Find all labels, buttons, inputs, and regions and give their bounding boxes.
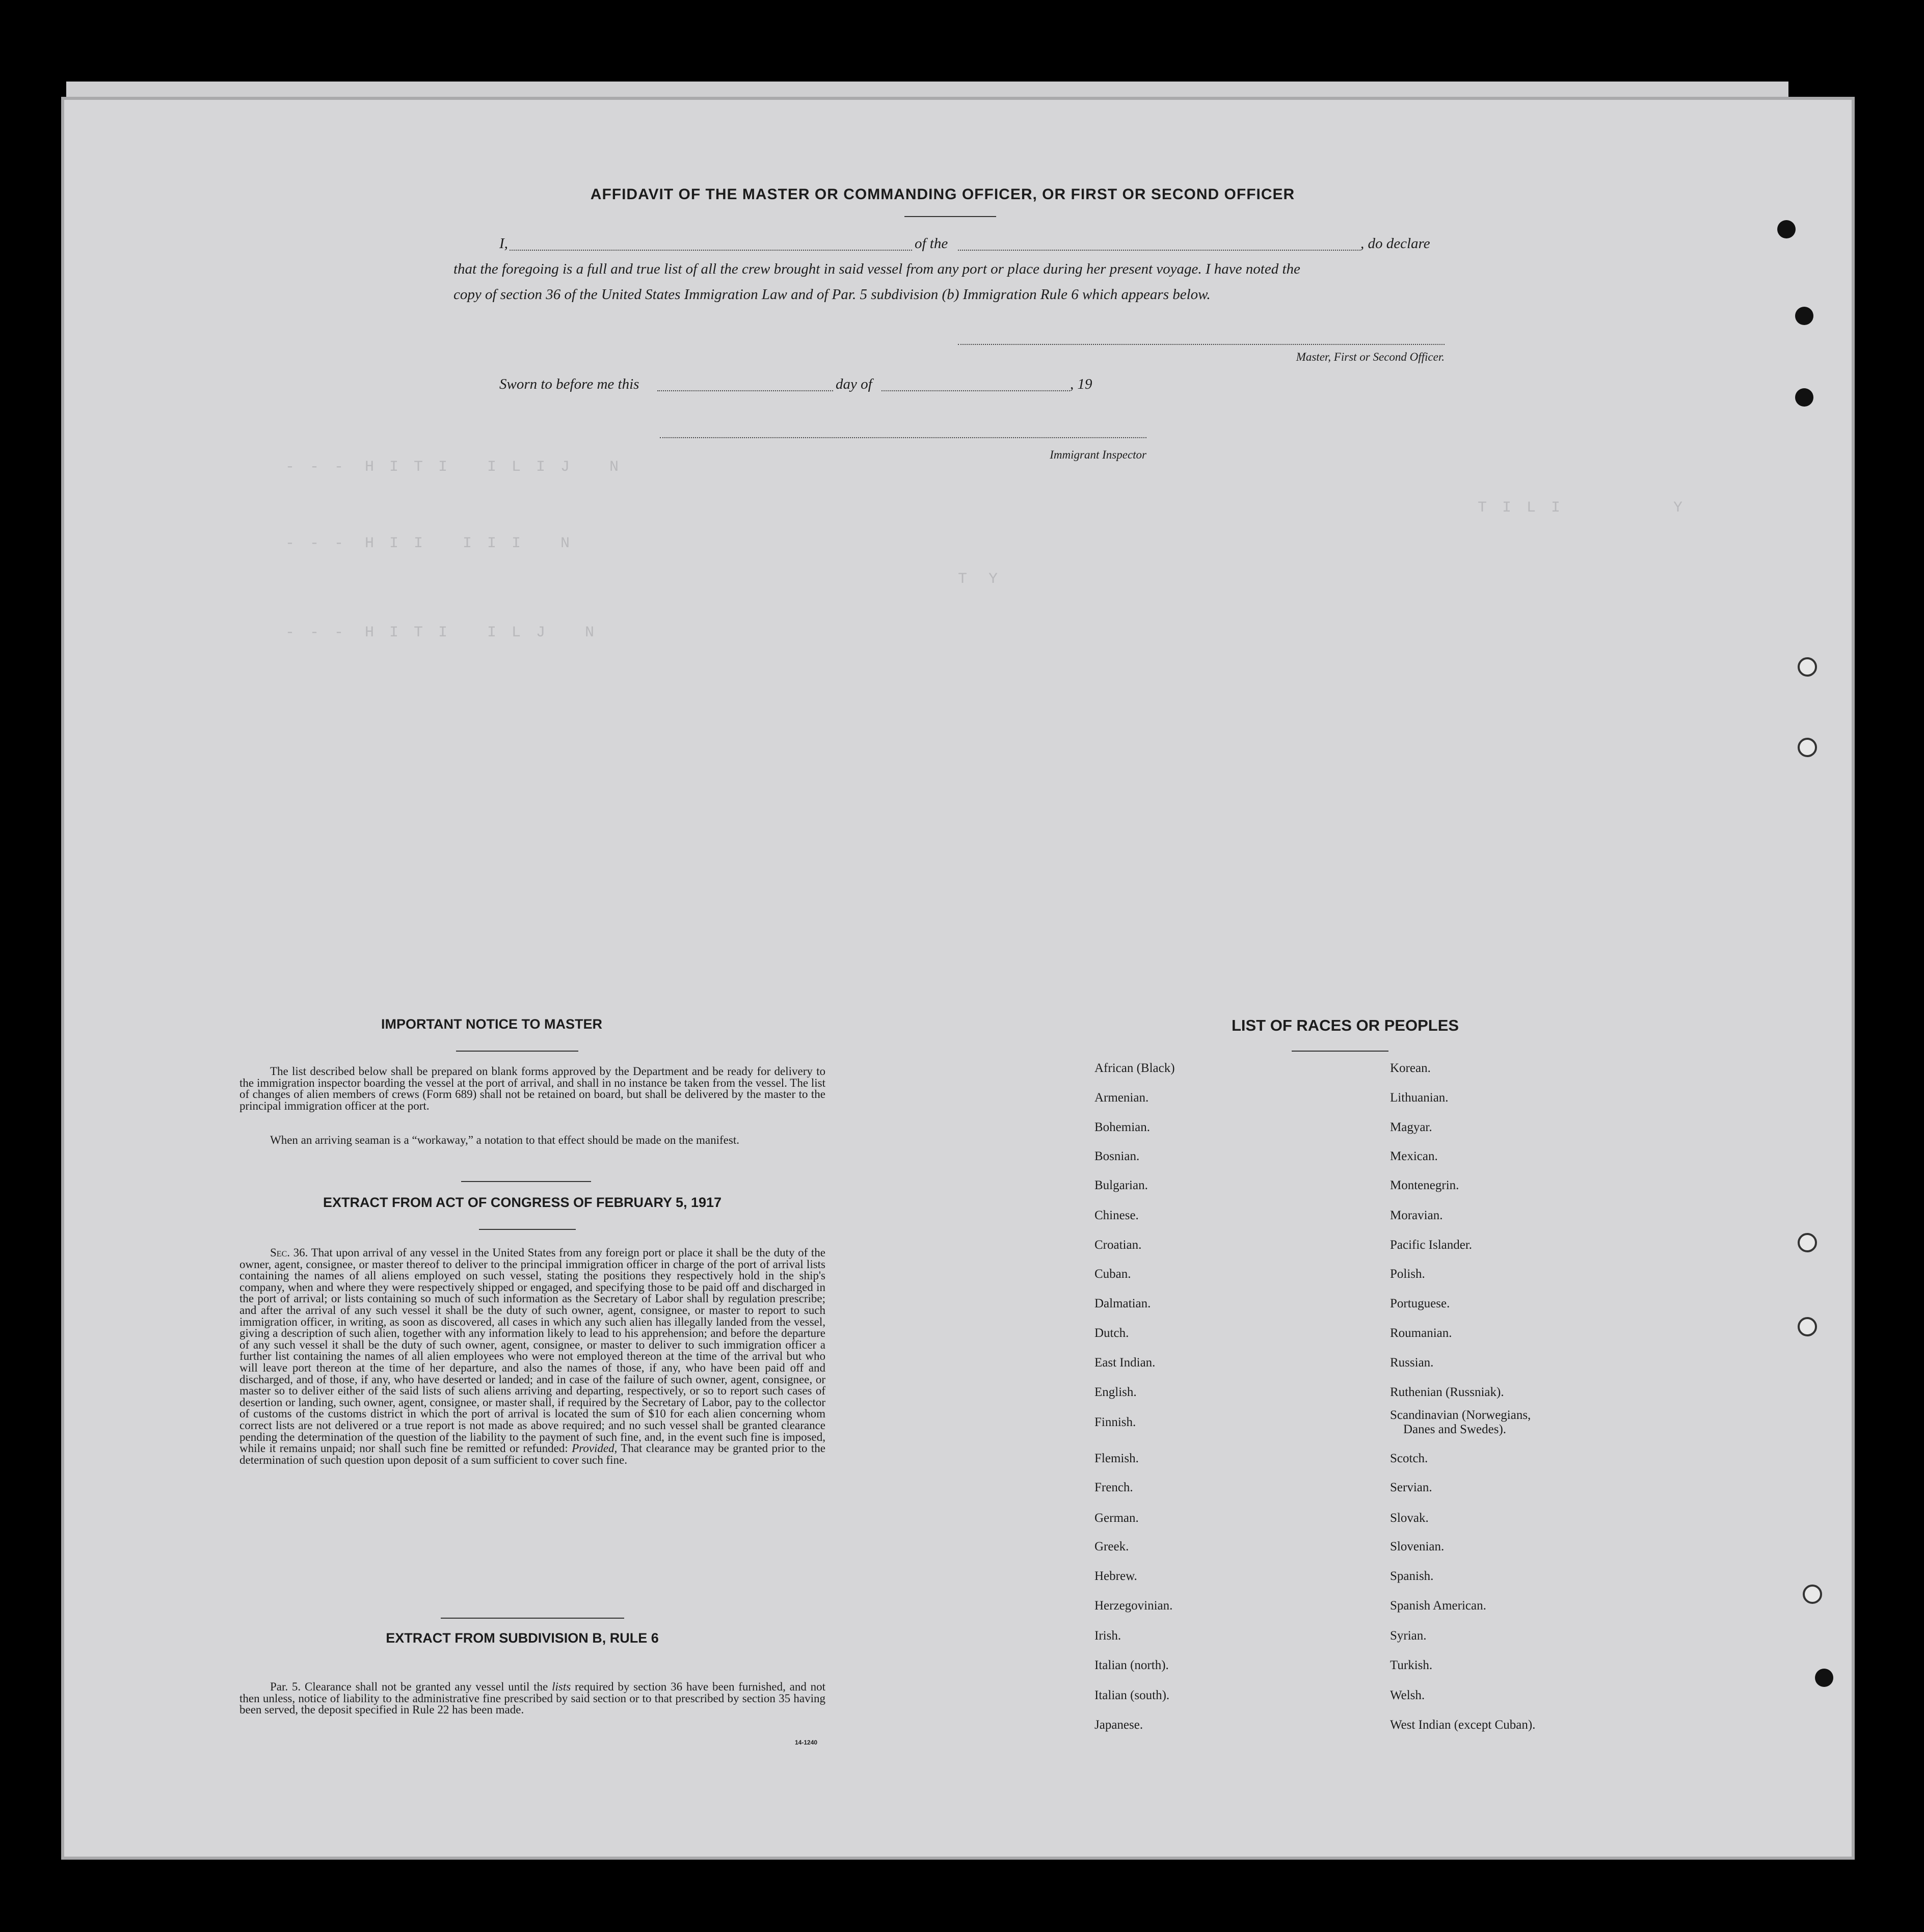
sworn-day-field[interactable] — [657, 390, 833, 391]
race-item: Ruthenian (Russniak). — [1390, 1385, 1504, 1399]
race-item: Russian. — [1390, 1356, 1434, 1370]
race-item: Mexican. — [1390, 1149, 1438, 1163]
bleed-through: - - - H I T I I L I J N — [285, 459, 622, 476]
race-item: Flemish. — [1094, 1452, 1139, 1465]
document-page — [61, 97, 1855, 1860]
race-item: Italian (south). — [1094, 1688, 1170, 1702]
race-item: English. — [1094, 1385, 1137, 1399]
race-item: Dalmatian. — [1094, 1297, 1151, 1310]
notice-paragraph-2: When an arriving seaman is a “workaway,” a notation to that effect should be made on the manifest. — [270, 1134, 739, 1146]
race-item: Bosnian. — [1094, 1149, 1140, 1163]
race-item: Polish. — [1390, 1267, 1425, 1281]
race-item: Dutch. — [1094, 1326, 1129, 1340]
affidavit-title: AFFIDAVIT OF THE MASTER OR COMMANDING OFFICER, OR FIRST OR SECOND OFFICER — [590, 186, 1295, 203]
race-item: Montenegrin. — [1390, 1178, 1459, 1192]
race-item: Lithuanian. — [1390, 1091, 1449, 1105]
races-title: LIST OF RACES OR PEOPLES — [1231, 1016, 1459, 1034]
affidavit-text-line3: copy of section 36 of the United States Immigration Law and of Par. 5 subdivision (b) Immigration Rule 6 which appears below. — [453, 286, 1211, 303]
title-divider — [904, 216, 996, 217]
officer-signature-field[interactable] — [958, 344, 1445, 345]
bleed-through: T Y — [958, 571, 1001, 588]
section-divider — [441, 1618, 624, 1619]
binder-hole — [1803, 1585, 1822, 1604]
race-item: Finnish. — [1094, 1415, 1136, 1429]
race-item: Turkish. — [1390, 1658, 1433, 1672]
race-item: Irish. — [1094, 1629, 1121, 1643]
race-item: Magyar. — [1390, 1120, 1432, 1134]
races-divider — [1292, 1051, 1388, 1052]
sworn-text: Sworn to before me this — [499, 376, 639, 392]
year-text: , 19 — [1070, 376, 1092, 392]
vessel-name-field[interactable] — [958, 250, 1360, 251]
race-item: Scotch. — [1390, 1452, 1428, 1465]
binder-hole — [1798, 1233, 1817, 1252]
race-item: Slovenian. — [1390, 1540, 1445, 1553]
sec-label: Sec. 36. — [270, 1246, 308, 1259]
notice-paragraph-1: The list described below shall be prepared on blank forms approved by the Department and be ready for delivery to the immigration inspector boarding the vessel at the port of arrival, and shall in no instance be taken from the vessel. The list of changes of alien members of crews (Form 689) shall not be retained on board, but shall be delivered by the master to the principal immigration officer at the port. — [239, 1065, 825, 1112]
inspector-signature-field[interactable] — [660, 437, 1146, 438]
affiant-name-field[interactable] — [510, 250, 912, 251]
lists-word: lists — [552, 1680, 571, 1693]
punch-hole — [1795, 388, 1813, 407]
race-item: Welsh. — [1390, 1688, 1425, 1702]
notice-title: IMPORTANT NOTICE TO MASTER — [381, 1016, 602, 1032]
bleed-through: T I L I Y — [1478, 499, 1686, 517]
affiant-label: I, — [499, 235, 508, 252]
sec-body-end: That clearance may be granted prior to the determination of such question upon deposit of a sum sufficient to cover such fine. — [239, 1442, 825, 1466]
binder-hole — [1798, 738, 1817, 757]
race-item: African (Black) — [1094, 1061, 1175, 1075]
race-item: Scandinavian (Norwegians, — [1390, 1408, 1531, 1422]
race-item: Korean. — [1390, 1061, 1431, 1075]
rule-paragraph — [239, 1681, 825, 1716]
race-item: Syrian. — [1390, 1629, 1427, 1643]
race-item: Bulgarian. — [1094, 1178, 1148, 1192]
race-item: West Indian (except Cuban). — [1390, 1718, 1536, 1732]
race-item: Japanese. — [1094, 1718, 1143, 1732]
race-item: Moravian. — [1390, 1209, 1443, 1222]
day-of-label: day of — [836, 376, 872, 392]
rule-text-start: Par. 5. Clearance shall not be granted any vessel until the — [270, 1680, 548, 1693]
race-item: Herzegovinian. — [1094, 1599, 1173, 1613]
race-item: East Indian. — [1094, 1356, 1156, 1370]
act-divider — [479, 1229, 576, 1230]
race-item: Armenian. — [1094, 1091, 1149, 1105]
race-item: Danes and Swedes). — [1403, 1423, 1507, 1436]
race-item: Bohemian. — [1094, 1120, 1151, 1134]
race-item: Pacific Islander. — [1390, 1238, 1473, 1252]
act-section-36-text — [239, 1247, 825, 1466]
sec-body: That upon arrival of any vessel in the United States from any foreign port or place it shall be the duty of the owner, agent, consignee, or master thereof to deliver to the principal immigration officer in charge of the port of arrival lists containing the names of all aliens employed on such vessel, stating the positions they respectively hold in the ship's company, when and where they were respectively shipped or engaged, and specifying those to be paid off and discharged in the port of arrival; or lists containing so much of such information as the Secretary of Labor shall by regulation prescribe; and after the arrival of any such vessel it shall be the duty of such owner, agent, consignee, or master to report to such immigration officer, in writing, as soon as discovered, all cases in which any such alien has illegally landed from the vessel, giving a description of such alien, together with any information likely to lead to his apprehension; and before the departure of any such vessel it shall be the duty of such owner, agent, consignee, or master to deliver to such immigration officer a further list containing the names of all alien employees who were not employed thereon at the time of the arrival but who will leave port thereon at the time of her departure, and also the names of those, if any, who have been paid off and discharged, and of those, if any, who have deserted or landed; and in case of the failure of such owner, agent, consignee, or master so to deliver either of the said lists of such aliens arriving and departing, respectively, or so to report such cases of desertion or landing, such owner, agent, consignee, or master shall, if required by the Secretary of Labor, pay to the collector of customs of the customs district in which the port of arrival is located the sum of $10 for each alien concerning whom correct lists are not delivered or a true report is not made as above required; and no such vessel shall be granted clearance pending the determination of the question of the liability to the payment of such fine, and, in the event such fine is imposed, while it remains unpaid; nor shall such fine be remitted or refunded: — [239, 1246, 825, 1455]
affidavit-text-line2: that the foregoing is a full and true list of all the crew brought in said vessel from any port or place during her present voyage. I have noted the — [453, 261, 1300, 277]
binder-hole — [1798, 1317, 1817, 1336]
declare-text: , do declare — [1360, 235, 1430, 252]
race-item: Servian. — [1390, 1481, 1432, 1494]
rule-text-end: required by section 36 have been furnished, and not then unless, notice of liability to the administrative fine prescribed by said section or to that prescribed by section 35 having been served, the deposit specified in Rule 22 has been made. — [239, 1680, 826, 1716]
provided-word: Provided, — [572, 1442, 618, 1455]
rule-title: EXTRACT FROM SUBDIVISION B, RULE 6 — [386, 1630, 659, 1646]
race-item: Spanish American. — [1390, 1599, 1486, 1613]
form-number: 14-1240 — [795, 1739, 818, 1746]
bleed-through: - - - H I I I I I N — [285, 535, 573, 552]
punch-hole — [1815, 1669, 1833, 1687]
binder-hole — [1798, 657, 1817, 677]
signature-label: Master, First or Second Officer. — [1296, 351, 1445, 363]
race-item: Cuban. — [1094, 1267, 1131, 1281]
bleed-through: - - - H I T I I L J N — [285, 624, 598, 641]
race-item: Portuguese. — [1390, 1297, 1450, 1310]
race-item: Greek. — [1094, 1540, 1129, 1553]
sworn-month-field[interactable] — [881, 390, 1070, 391]
race-item: French. — [1094, 1481, 1133, 1494]
inspector-label: Immigrant Inspector — [1050, 448, 1146, 461]
notice-divider — [456, 1051, 578, 1052]
race-item: Slovak. — [1390, 1511, 1429, 1525]
race-item: Italian (north). — [1094, 1658, 1169, 1672]
race-item: Spanish. — [1390, 1569, 1434, 1583]
race-item: Roumanian. — [1390, 1326, 1452, 1340]
vessel-label: of the — [915, 235, 948, 252]
race-item: Chinese. — [1094, 1209, 1139, 1222]
punch-hole — [1777, 220, 1796, 238]
section-divider — [461, 1181, 591, 1182]
race-item: German. — [1094, 1511, 1139, 1525]
race-item: Hebrew. — [1094, 1569, 1137, 1583]
race-item: Croatian. — [1094, 1238, 1142, 1252]
act-title: EXTRACT FROM ACT OF CONGRESS OF FEBRUARY 5, 1917 — [323, 1195, 722, 1210]
punch-hole — [1795, 307, 1813, 325]
